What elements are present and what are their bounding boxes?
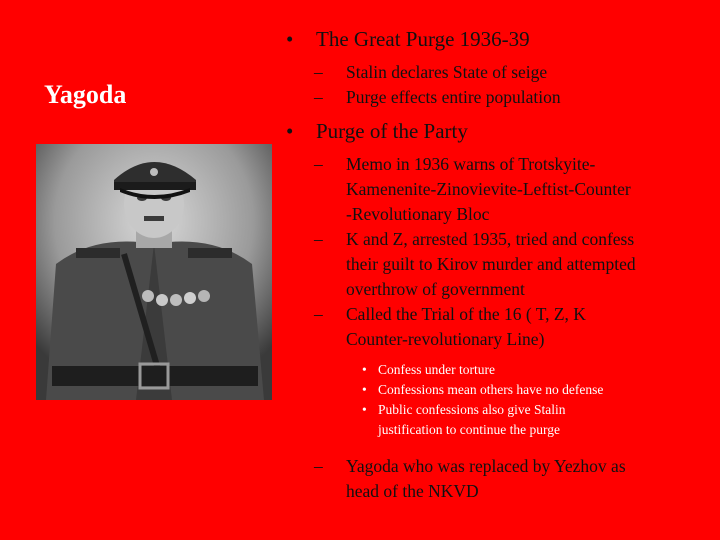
sub-bullet-line: -Revolutionary Bloc — [346, 204, 490, 224]
sub-bullet-trial-of-16 — [286, 302, 706, 352]
sub-bullet-yagoda-replaced — [286, 454, 706, 504]
portrait-photo — [36, 144, 272, 400]
sub-bullet-line: their guilt to Kirov murder and attempted — [346, 254, 636, 274]
bullet-text: The Great Purge 1936-39 — [316, 27, 530, 51]
dash-marker: – — [314, 229, 323, 249]
bullet-text: Purge of the Party — [316, 119, 468, 143]
sub-bullet-memo — [286, 152, 706, 227]
photo-caption: Yagoda — [44, 80, 127, 109]
detail-text: Confess under torture — [378, 362, 495, 377]
dash-marker: – — [314, 456, 323, 476]
bullet-marker: • — [362, 402, 367, 417]
bullet-marker: • — [362, 362, 367, 377]
sub-bullet-text: Purge effects entire population — [346, 87, 561, 107]
sub-bullet-line: K and Z, arrested 1935, tried and confess — [346, 229, 635, 249]
sub-bullet-k-and-z — [286, 227, 706, 302]
sub-bullet-line: Kamenenite-Zinovievite-Leftist-Counter — [346, 179, 631, 199]
detail-line: Public confessions also give Stalin — [378, 402, 566, 417]
detail-bullet-public-confessions — [286, 400, 706, 440]
sub-bullet-state-of-seige — [286, 60, 706, 85]
detail-bullet-no-defense — [286, 380, 706, 400]
bullet-marker: • — [286, 27, 294, 51]
bullet-marker: • — [362, 382, 367, 397]
dash-marker: – — [314, 62, 323, 82]
sub-bullet-line: head of the NKVD — [346, 481, 479, 501]
bullet-marker: • — [286, 119, 294, 143]
detail-text: Confessions mean others have no defense — [378, 382, 604, 397]
slide-body — [286, 26, 706, 504]
sub-bullet-line: Counter-revolutionary Line) — [346, 329, 545, 349]
detail-bullet-torture — [286, 360, 706, 380]
sub-bullet-line: Memo in 1936 warns of Trotskyite- — [346, 154, 596, 174]
dash-marker: – — [314, 87, 323, 107]
sub-bullet-line: Called the Trial of the 16 ( T, Z, K — [346, 304, 586, 324]
dash-marker: – — [314, 304, 323, 324]
bullet-purge-of-party — [286, 118, 706, 144]
portrait-image — [36, 144, 272, 400]
sub-bullet-text: Stalin declares State of seige — [346, 62, 548, 82]
bullet-great-purge — [286, 26, 706, 52]
detail-line: justification to continue the purge — [378, 422, 560, 437]
dash-marker: – — [314, 154, 323, 174]
sub-bullet-line: Yagoda who was replaced by Yezhov as — [346, 456, 626, 476]
sub-bullet-entire-population — [286, 85, 706, 110]
sub-bullet-line: overthrow of government — [346, 279, 525, 299]
